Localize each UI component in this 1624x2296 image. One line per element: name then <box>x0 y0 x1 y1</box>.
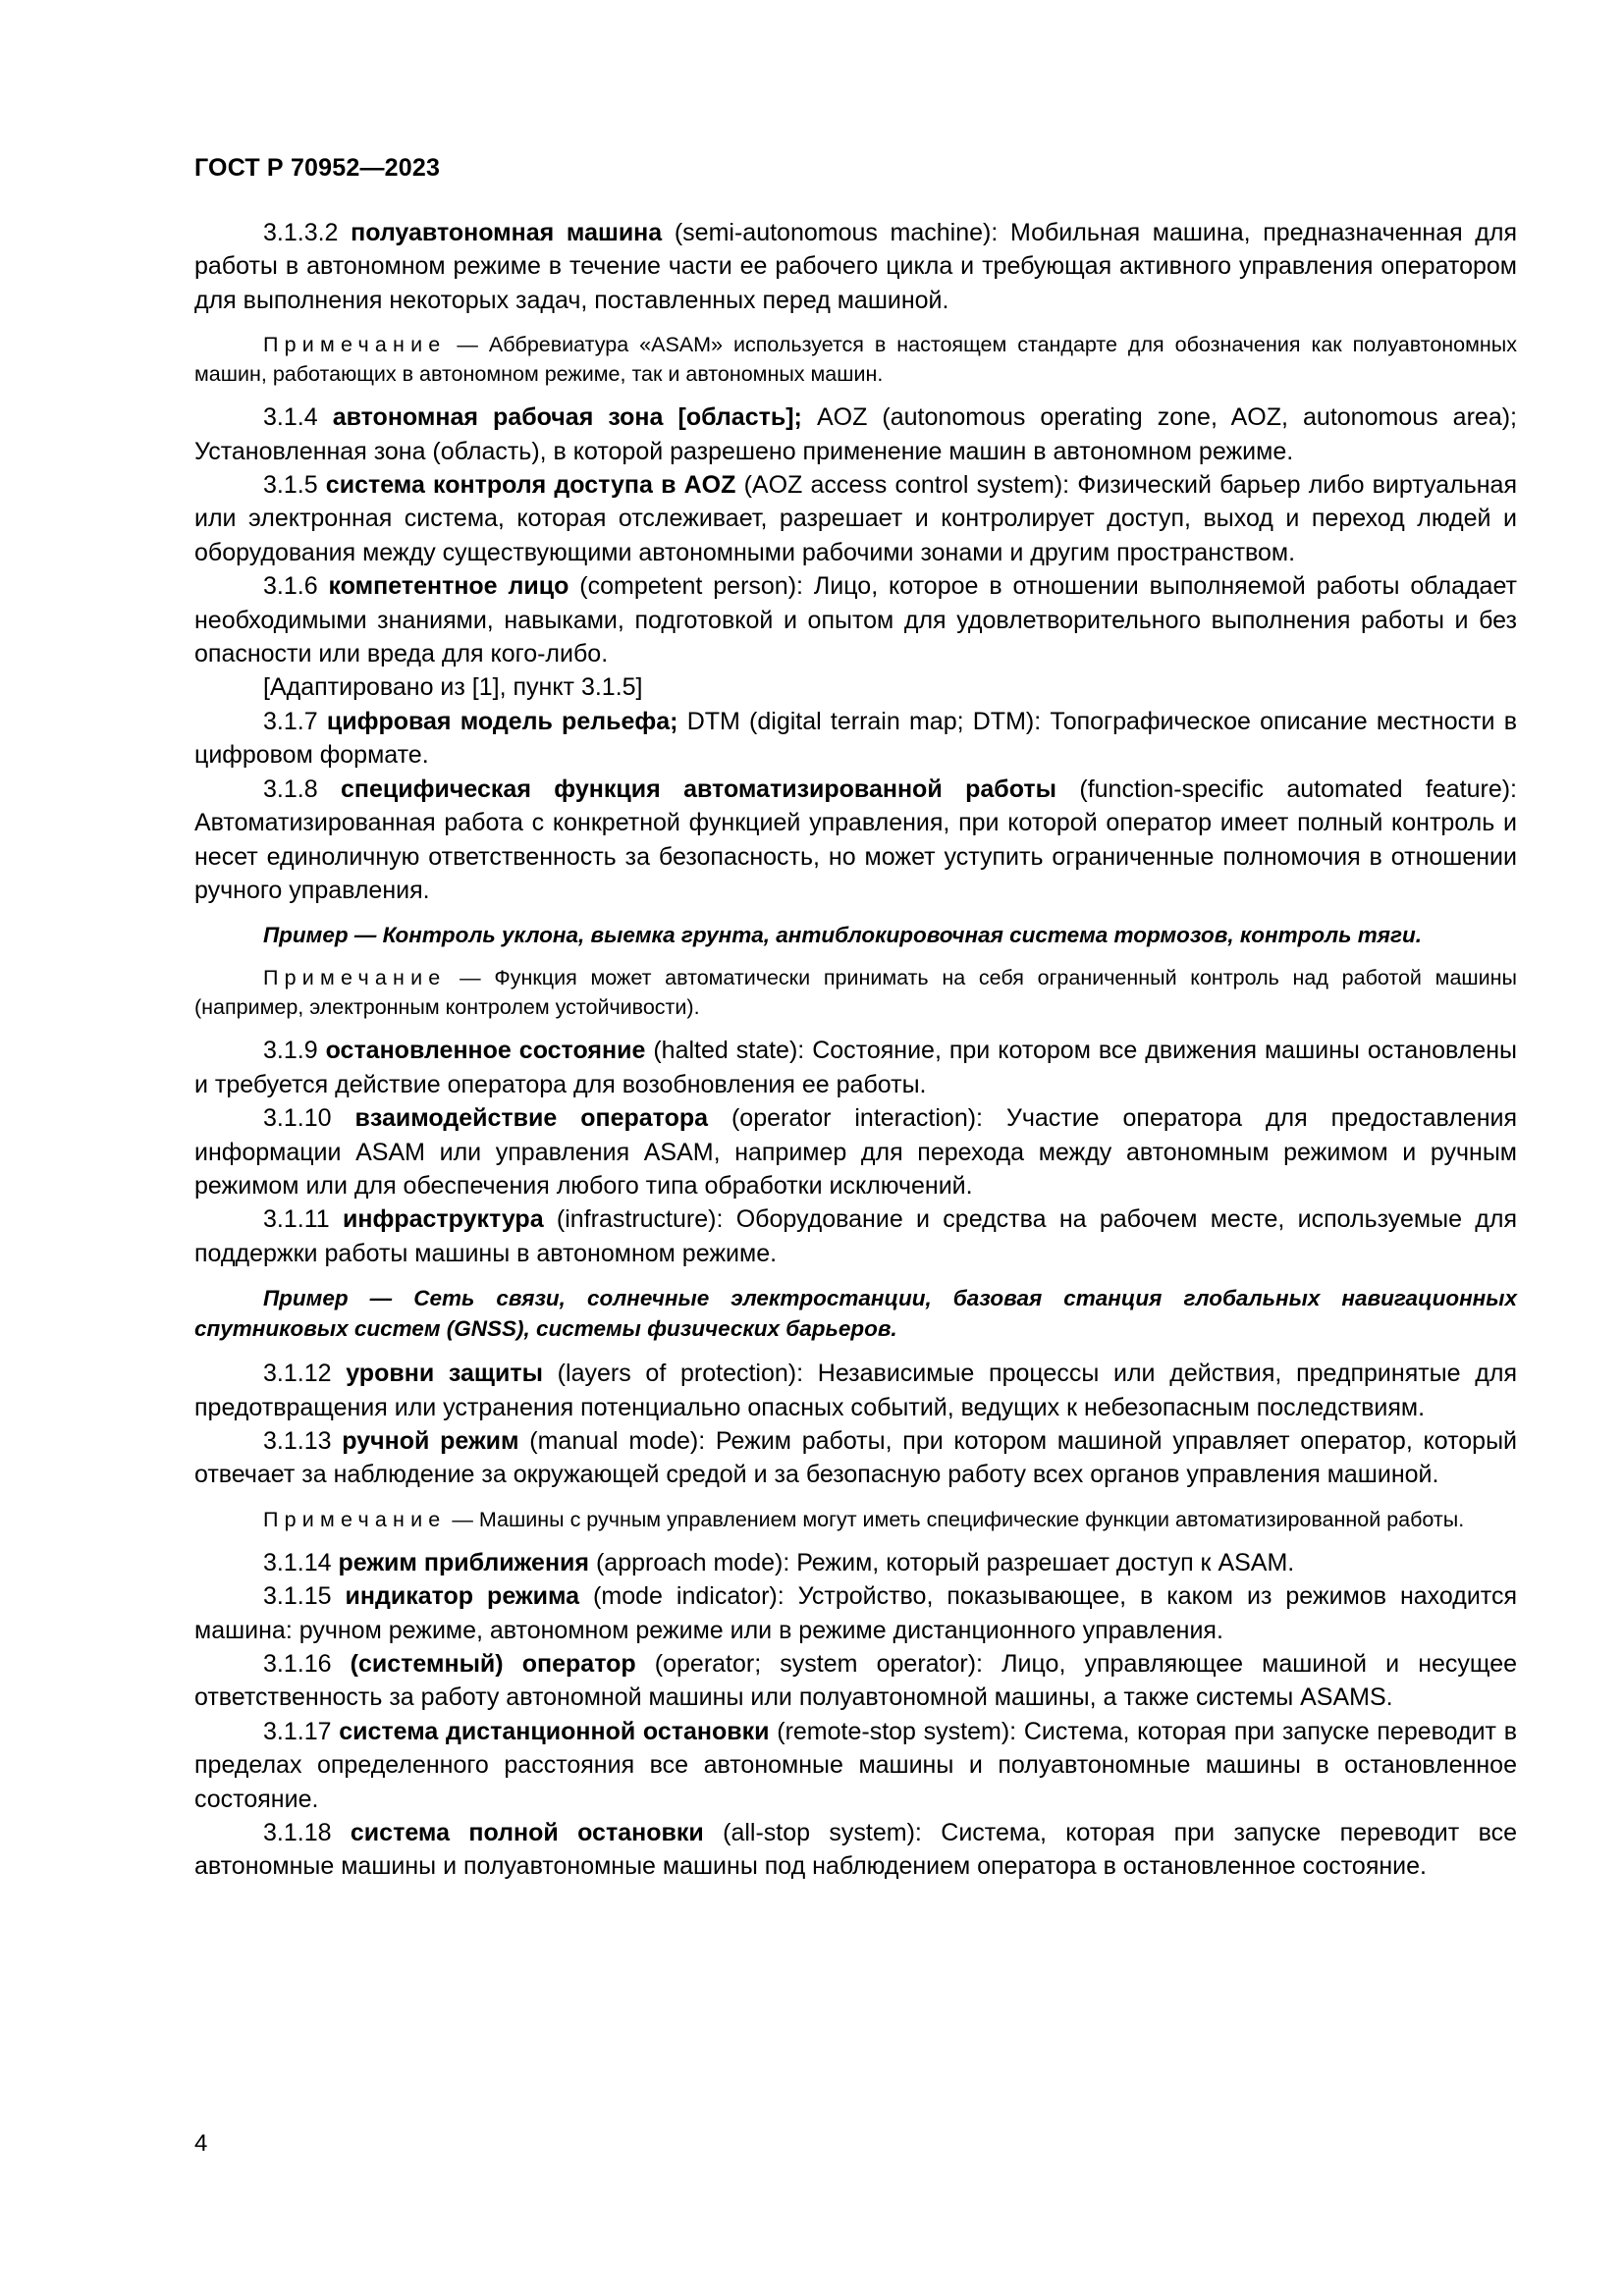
term-name: специфическая функция автоматизированной работы <box>341 774 1056 803</box>
term-definition <box>194 1034 1517 1101</box>
term-number: 3.1.7 <box>263 707 318 735</box>
term-definition <box>194 705 1517 773</box>
term-description: AOZ (autonomous operating zone, AOZ, autonomous area); Установленная зона (область), в которой разрешено применение машин в автономном режиме. <box>194 403 1517 465</box>
term-name: остановленное состояние <box>325 1037 646 1065</box>
term-name: система дистанционной остановки <box>339 1717 770 1745</box>
source-reference: [Адаптировано из [1], пункт 3.1.5] <box>263 673 643 702</box>
term-name: взаимодействие оператора <box>354 1104 709 1133</box>
term-name: уровни защиты <box>346 1360 543 1388</box>
note <box>194 330 1517 389</box>
term-number: 3.1.6 <box>263 572 318 601</box>
term-definition <box>194 1202 1517 1270</box>
term-number: 3.1.13 <box>263 1426 332 1455</box>
note <box>194 1505 1517 1534</box>
term-name: инфраструктура <box>342 1205 544 1234</box>
term-number: 3.1.8 <box>263 774 318 803</box>
term-description: (mode indicator): Устройство, показывающее, в каком из режимов находится машина: ручном режиме, автономном режиме или в режиме дистанционного управления. <box>194 1582 1517 1644</box>
term-description: (approach mode): Режим, который разрешает доступ к ASAM. <box>589 1548 1295 1576</box>
term-description: (AOZ access control system): Физический барьер либо виртуальная или электронная система, которая отслеживает, разрешает и контролирует доступ, выход и переход людей и оборудования между существующими автономными рабочими зонами и другим пространством. <box>194 471 1517 566</box>
document-body <box>194 216 1517 1884</box>
term-name: компетентное лицо <box>328 572 569 601</box>
term-name: система полной остановки <box>350 1819 704 1847</box>
note-label: Примечание <box>263 333 447 357</box>
term-description: (halted state): Состояние, при котором все движения машины остановлены и требуется действие оператора для возобновления ее работы. <box>194 1037 1517 1098</box>
term-number: 3.1.5 <box>263 471 318 500</box>
term-description: (competent person): Лицо, которое в отношении выполняемой работы обладает необходимыми знаниями, навыками, подготовкой и опытом для удовлетворительного выполнения работы и без опасности или вреда для кого-либо. <box>194 572 1517 668</box>
note-text: — Машины с ручным управлением могут иметь специфические функции автоматизированной работы. <box>446 1507 1465 1531</box>
example: Пример — Сеть связи, солнечные электростанции, базовая станция глобальных навигационных спутниковых систем (GNSS), системы физических барьеров. <box>194 1286 1517 1342</box>
term-definition <box>194 1579 1517 1647</box>
term-definition <box>194 1357 1517 1424</box>
term-name: цифровая модель рельефа; <box>326 707 678 735</box>
term-number: 3.1.11 <box>263 1205 330 1234</box>
term-description: (operator; system operator): Лицо, управляющее машиной и несущее ответственность за работу автономной машины или полуавтономной машины, а также системы ASAMS. <box>194 1650 1517 1712</box>
term-description: (function-specific automated feature): Автоматизированная работа с конкретной функцией управления, при которой оператор имеет полный контроль и несет единоличную ответственность за безопасность, но может уступить ограниченные полномочия в отношении ручного управления. <box>194 774 1517 904</box>
term-definition <box>194 1424 1517 1492</box>
term-number: 3.1.14 <box>263 1548 332 1576</box>
term-description: DTM (digital terrain map; DTM): Топографическое описание местности в цифровом формате. <box>194 707 1517 770</box>
term-number: 3.1.15 <box>263 1582 332 1611</box>
term-definition <box>194 1546 1517 1579</box>
term-definition <box>194 468 1517 569</box>
page-number: 4 <box>194 2130 208 2157</box>
note-text: — Аббревиатура «ASAM» используется в настоящем стандарте для обозначения как полуавтономных машин, работающих в автономном режиме, так и автономных машин. <box>194 333 1517 387</box>
term-definition <box>194 1647 1517 1715</box>
term-definition <box>194 1816 1517 1884</box>
term-description: (operator interaction): Участие оператора для предоставления информации ASAM или управления ASAM, например для перехода между автономным режимом и ручным режимом или для обеспечения любого типа обработки исключений. <box>194 1104 1518 1200</box>
term-definition <box>194 773 1517 908</box>
term-name: индикатор режима <box>345 1582 580 1611</box>
term-description: (manual mode): Режим работы, при котором машиной управляет оператор, который отвечает за наблюдение за окружающей средой и за безопасную работу всех органов управления машиной. <box>194 1426 1518 1489</box>
term-number: 3.1.3.2 <box>263 219 339 246</box>
note-label: Примечание <box>263 1507 447 1531</box>
term-name: система контроля доступа в AOZ <box>325 471 736 500</box>
term-number: 3.1.16 <box>263 1650 332 1678</box>
term-name: ручной режим <box>342 1426 519 1455</box>
term-definition <box>194 1715 1517 1816</box>
note-label: Примечание <box>263 966 447 990</box>
note <box>194 963 1517 1022</box>
term-number: 3.1.12 <box>263 1360 332 1388</box>
term-name: полуавтономная машина <box>351 219 663 246</box>
standard-header: ГОСТ Р 70952—2023 <box>194 154 441 182</box>
term-description: (layers of protection): Независимые процессы или действия, предпринятые для предотвращения или устранения потенциально опасных событий, ведущих к небезопасным последствиям. <box>194 1360 1517 1421</box>
term-definition <box>194 216 1517 317</box>
term-description: (infrastructure): Оборудование и средства на рабочем месте, используемые для поддержки работы машины в автономном режиме. <box>194 1205 1517 1267</box>
term-number: 3.1.18 <box>263 1819 332 1847</box>
note-text: — Функция может автоматически принимать на себя ограниченный контроль над работой машины (например, электронным контролем устойчивости). <box>194 966 1517 1020</box>
term-name: (системный) оператор <box>350 1650 636 1678</box>
term-name: автономная рабочая зона [область]; <box>332 403 802 432</box>
term-description: (all-stop system): Система, которая при запуске переводит все автономные машины и полуавтономные машины под наблюдением оператора в остановленное состояние. <box>194 1819 1517 1881</box>
term-number: 3.1.17 <box>263 1717 332 1745</box>
term-number: 3.1.4 <box>263 403 318 432</box>
term-number: 3.1.9 <box>263 1037 318 1065</box>
term-description: (semi-autonomous machine): Мобильная машина, предназначенная для работы в автономном режиме в течение части ее рабочего цикла и требующая активного управления оператором для выполнения некоторых задач, поставленных перед машиной. <box>194 219 1518 314</box>
term-name: режим приближения <box>338 1548 590 1576</box>
term-number: 3.1.10 <box>263 1104 332 1133</box>
term-definition <box>194 569 1517 670</box>
term-definition <box>194 1101 1517 1202</box>
example: Пример — Контроль уклона, выемка грунта, антиблокировочная система тормозов, контроль тяги. <box>263 923 1422 948</box>
term-definition <box>194 400 1517 468</box>
term-description: (remote-stop system): Система, которая при запуске переводит в пределах определенного расстояния все автономные машины и полуавтономные машины в остановленное состояние. <box>194 1717 1517 1813</box>
